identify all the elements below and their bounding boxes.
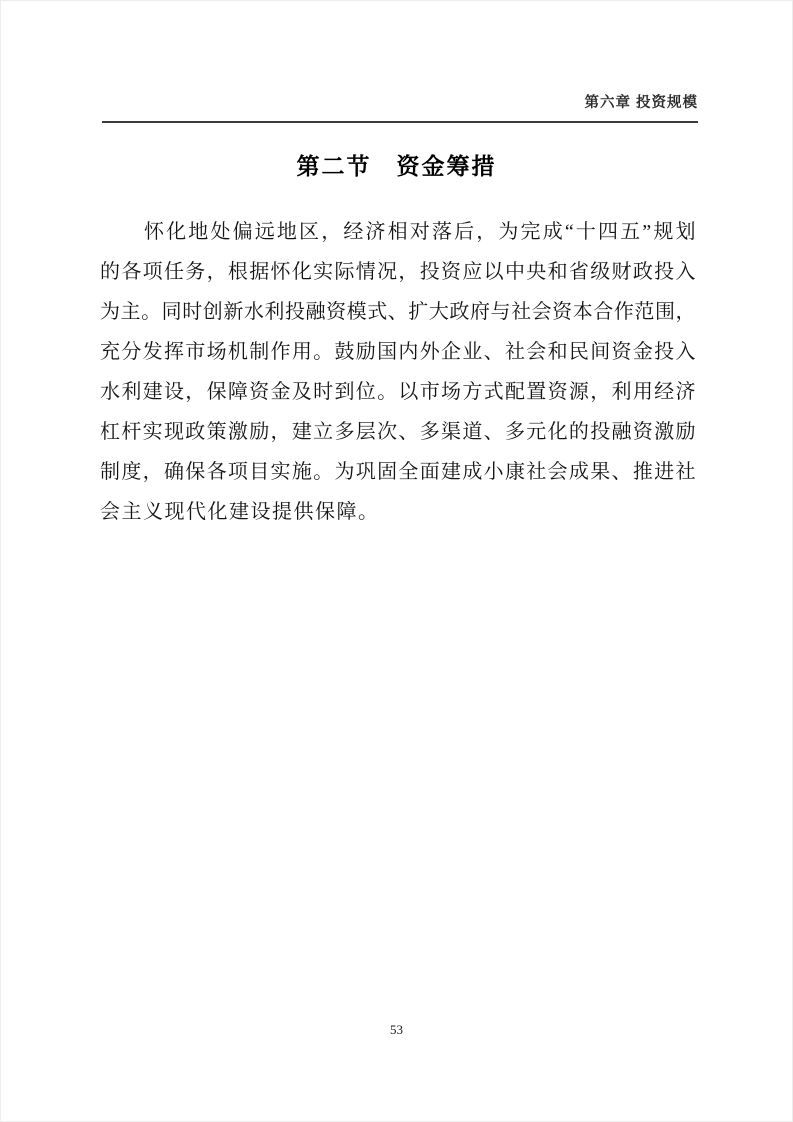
header-rule <box>102 121 698 123</box>
paragraph-line: 为主。同时创新水利投融资模式、扩大政府与社会资本合作范围， <box>100 301 696 323</box>
page-footer <box>0 1022 793 1038</box>
paragraph-line: 制度，确保各项目实施。为巩固全面建成小康社会成果、推进社 <box>100 461 696 483</box>
running-header-chapter: 第六章 投资规模 <box>584 95 698 111</box>
paragraph-line: 杠杆实现政策激励，建立多层次、多渠道、多元化的投融资激励 <box>100 421 696 443</box>
page-number: 53 <box>390 1022 403 1037</box>
paragraph-line: 会主义现代化建设提供保障。 <box>100 501 380 523</box>
paragraph-line: 怀化地处偏远地区，经济相对落后，为完成“十四五”规划 <box>144 221 696 243</box>
paragraph-line: 水利建设，保障资金及时到位。以市场方式配置资源，利用经济 <box>100 381 696 403</box>
section-title: 第二节 资金筹措 <box>296 154 497 179</box>
paragraph-line: 充分发挥市场机制作用。鼓励国内外企业、社会和民间资金投入 <box>100 341 696 363</box>
paragraph-line: 的各项任务，根据怀化实际情况，投资应以中央和省级财政投入 <box>100 261 696 283</box>
body-paragraph <box>100 212 696 532</box>
